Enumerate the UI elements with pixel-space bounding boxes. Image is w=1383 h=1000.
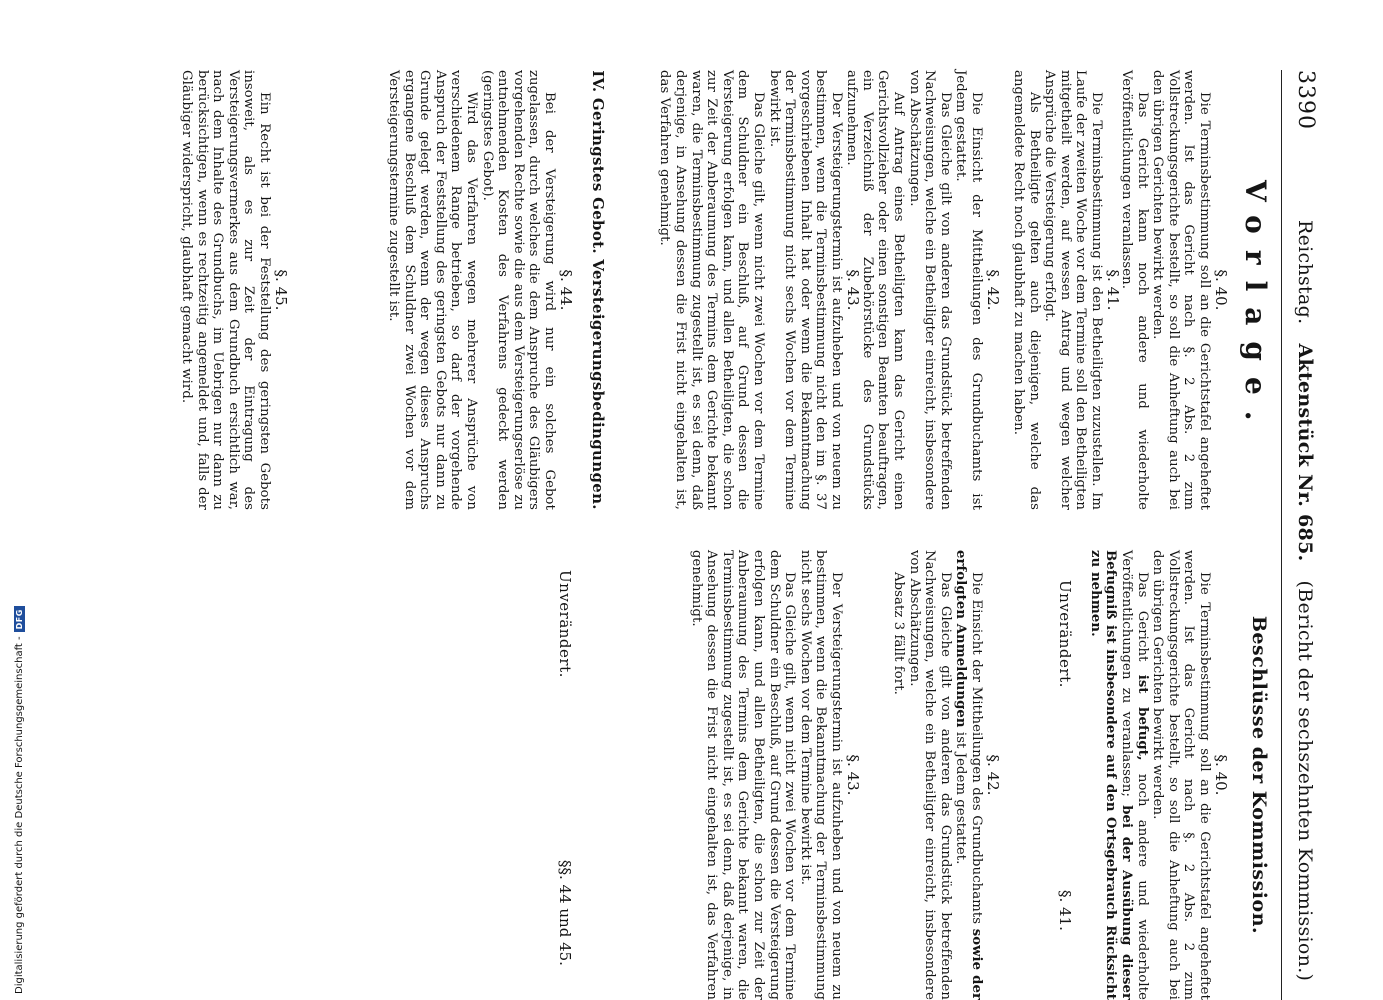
paragraph: Bei der Versteigerung wird nur ein solches Gebot zugelassen, durch welches die dem Anspruche des Gläubigers vorgehenden Rechte sowie die aus dem Versteigerungserlöse zu entnehmenden Kosten des Verfahrens gedeckt werden (geringstes Gebot). (479, 70, 557, 510)
right-s41-heading (1056, 890, 1075, 931)
paragraph: Absatz 3 fällt fort. (891, 572, 907, 695)
left-part-iv (574, 70, 622, 510)
part-heading: IV. Geringstes Gebot. Versteigerungsbedingungen. (589, 70, 607, 510)
section-heading: §. 42. (984, 269, 1002, 311)
paragraph: Das Gleiche gilt, wenn nicht zwei Wochen vor dem Termine dem Schuldner ein Beschluß, auf Grund dessen die Versteigerung erfolgen kann, und allen Betheiligten, die schon zur Zeit der Anberaumung des Termins dem Gerichte bekannt waren, die Terminsbestimmung zugestellt ist, es sei denn, daß derjenige, in Ansehung dessen die Frist nicht eingehalten ist, das Verfahren genehmigt. (657, 70, 767, 510)
paragraph: Das Gleiche gilt, wenn nicht zwei Wochen vor dem Termine dem Schuldner ein Beschluß, auf Grund dessen die Versteigerung erfolgen kann, und allen Betheiligten, die schon zur Zeit der Anberaumung des Termins dem Gerichte bekannt waren, die Terminsbestimmung zugestellt ist, es sei denn, daß derjenige, in Ansehung dessen die Frist nicht eingehalten ist, das Verfahren genehmigt. (688, 550, 798, 1000)
left-section-45 (178, 70, 290, 510)
paragraph-amended (953, 550, 984, 1000)
left-section-41 (1010, 70, 1122, 510)
paragraph: Der Versteigerungstermin ist aufzuheben und von neuem zu bestimmen, wenn die Bekanntmachung der Terminsbestimmung nicht sechs Wochen vor dem Termine bewirkt ist. (797, 550, 844, 1000)
section-heading: §. 43. (844, 269, 862, 311)
right-column-title: Beschlüsse der Kommission. (1248, 615, 1270, 935)
unchanged-label: Unverändert. (556, 570, 574, 678)
left-section-40 (1118, 70, 1230, 510)
left-section-42 (844, 70, 1002, 510)
amended-text: ist befugt, (1134, 674, 1150, 761)
section-heading: §. 42. (984, 754, 1002, 796)
paragraph: Die Terminsbestimmung ist den Betheiligten zuzustellen. Im Laufe der zweiten Woche vor dem Termine soll den Betheiligten mitgetheilt werden, auf wessen Antrag und wegen welcher Ansprüche die Versteigerung erfolgt. (1042, 70, 1104, 510)
paragraph: Als Betheiligte gelten auch diejenigen, welche das angemeldete Recht noch glaubhaft zu machen haben. (1011, 70, 1042, 510)
digitization-text: Digitalisierung gefördert durch die Deutsche Forschungsgemeinschaft - (14, 636, 25, 994)
rotated-page-content (60, 70, 1320, 1000)
left-section-43 (657, 70, 862, 510)
paragraph: Das Gericht kann noch andere und wiederholte Veröffentlichungen veranlassen. (1119, 70, 1150, 510)
digitization-note (14, 606, 25, 994)
amended-text: sowie der erfolgten Anmeldungen (953, 550, 984, 1000)
paragraph: Ein Recht ist bei der Feststellung des geringsten Gebots insoweit, als es zur Zeit der Eintragung des Versteigerungsvermerkes aus dem Grundbuch ersichtlich war, nach dem Inhalte des Grundbuchs, im Uebrigen nur dann zu berücksichtigen, wenn es rechtzeitig angemeldet und, falls der Gläubiger widerspricht, glaubhaft gemacht wird. (179, 70, 272, 510)
left-column-title: Vorlage. (1239, 180, 1272, 437)
right-section-40 (1087, 550, 1230, 1000)
section-heading: §. 44. (557, 269, 575, 311)
section-heading: §. 41. (1056, 890, 1074, 931)
paragraph: Das Gleiche gilt von anderen das Grundstück betreffenden Nachweisungen, welche ein Betheiligter einreicht, insbesondere von Abschätzungen. (906, 550, 953, 1000)
paragraph: Die Terminsbestimmung soll an die Gerichtstafel angeheftet werden. Ist das Gericht nach §. 2 Abs. 2 zum Vollstreckungsgerichte bestellt, so soll die Anheftung auch bei den übrigen Gerichten bewirkt werden. (1150, 70, 1212, 510)
section-heading: §. 45. (272, 269, 290, 311)
right-section-42 (890, 550, 1002, 1000)
running-header (1294, 220, 1316, 981)
paragraph-amended (1087, 550, 1149, 1000)
dfg-logo: DFG (14, 606, 25, 632)
paragraph: Die Einsicht der Mittheilungen des Grundbuchamts ist Jedem gestattet. (953, 70, 984, 510)
section-heading: §§. 44 und 45. (556, 860, 574, 966)
header-document: Aktenstück Nr. 685. (1294, 343, 1316, 562)
unchanged-label: Unverändert. (1056, 580, 1074, 688)
amended-text: bei der Ausübung dieser Befugniß ist insbesondere auf den Ortsgebrauch Rücksicht zu nehmen. (1087, 550, 1135, 1000)
right-section-43 (688, 550, 862, 1000)
section-heading: §. 41. (1104, 269, 1122, 311)
header-rule (1281, 70, 1282, 1000)
left-section-44 (385, 70, 575, 510)
header-source: Reichstag. (1294, 220, 1316, 325)
text-run: Das Gericht (1134, 572, 1150, 675)
section-heading: §. 40. (1212, 269, 1230, 311)
paragraph: Der Versteigerungstermin ist aufzuheben und von neuem zu bestimmen, wenn die Terminsbestimmung nicht den im §. 37 vorgeschriebenen Inhalt hat oder wenn die Bekanntmachung der Terminsbestimmung nicht sechs Wochen vor dem Termine bewirkt ist. (766, 70, 844, 510)
right-s44-45-heading (556, 860, 575, 966)
paragraph: Das Gleiche gilt von anderen das Grundstück betreffenden Nachweisungen, welche ein Betheiligter einreicht, insbesondere von Abschätzungen. (906, 70, 953, 510)
text-run: noch andere und wiederholte Veröffentlichungen zu veranlassen; (1119, 550, 1150, 1000)
page-number: 3390 (1293, 70, 1318, 130)
header-subtitle: (Bericht der sechszehnten Kommission.) (1294, 580, 1316, 982)
paragraph: Die Terminsbestimmung soll an die Gerichtstafel angeheftet werden. Ist das Gericht nach §. 2 Abs. 2 zum Vollstreckungsgerichte bestellt, so soll die Anheftung auch bei den übrigen Gerichten bewirkt werden. (1150, 550, 1212, 1000)
paragraph: Auf Antrag eines Betheiligten kann das Gericht einen Gerichtsvollzieher oder einen sonstigen Beamten beauftragen, ein Verzeichniß der Zubehörstücke des Grundstücks aufzunehmen. (844, 70, 907, 510)
right-s41-unchanged (1056, 580, 1075, 688)
section-heading: §. 40. (1212, 754, 1230, 796)
paragraph: Wird das Verfahren wegen mehrerer Ansprüche von verschiedenem Range betrieben, so darf der vorgehende Anspruch der Feststellung des geringsten Gebots nur dann zu Grunde gelegt werden, wenn der wegen dieses Anspruchs ergangene Beschluß dem Schuldner zwei Wochen vor dem Versteigerungstermine zugestellt ist. (386, 70, 480, 510)
text-run: ist Jedem gestattet. (953, 727, 969, 865)
text-run: Die Einsicht der Mittheilungen des Grundbuchamts (969, 572, 984, 929)
right-s44-45-unchanged (556, 570, 575, 678)
section-heading: §. 43. (844, 754, 862, 796)
